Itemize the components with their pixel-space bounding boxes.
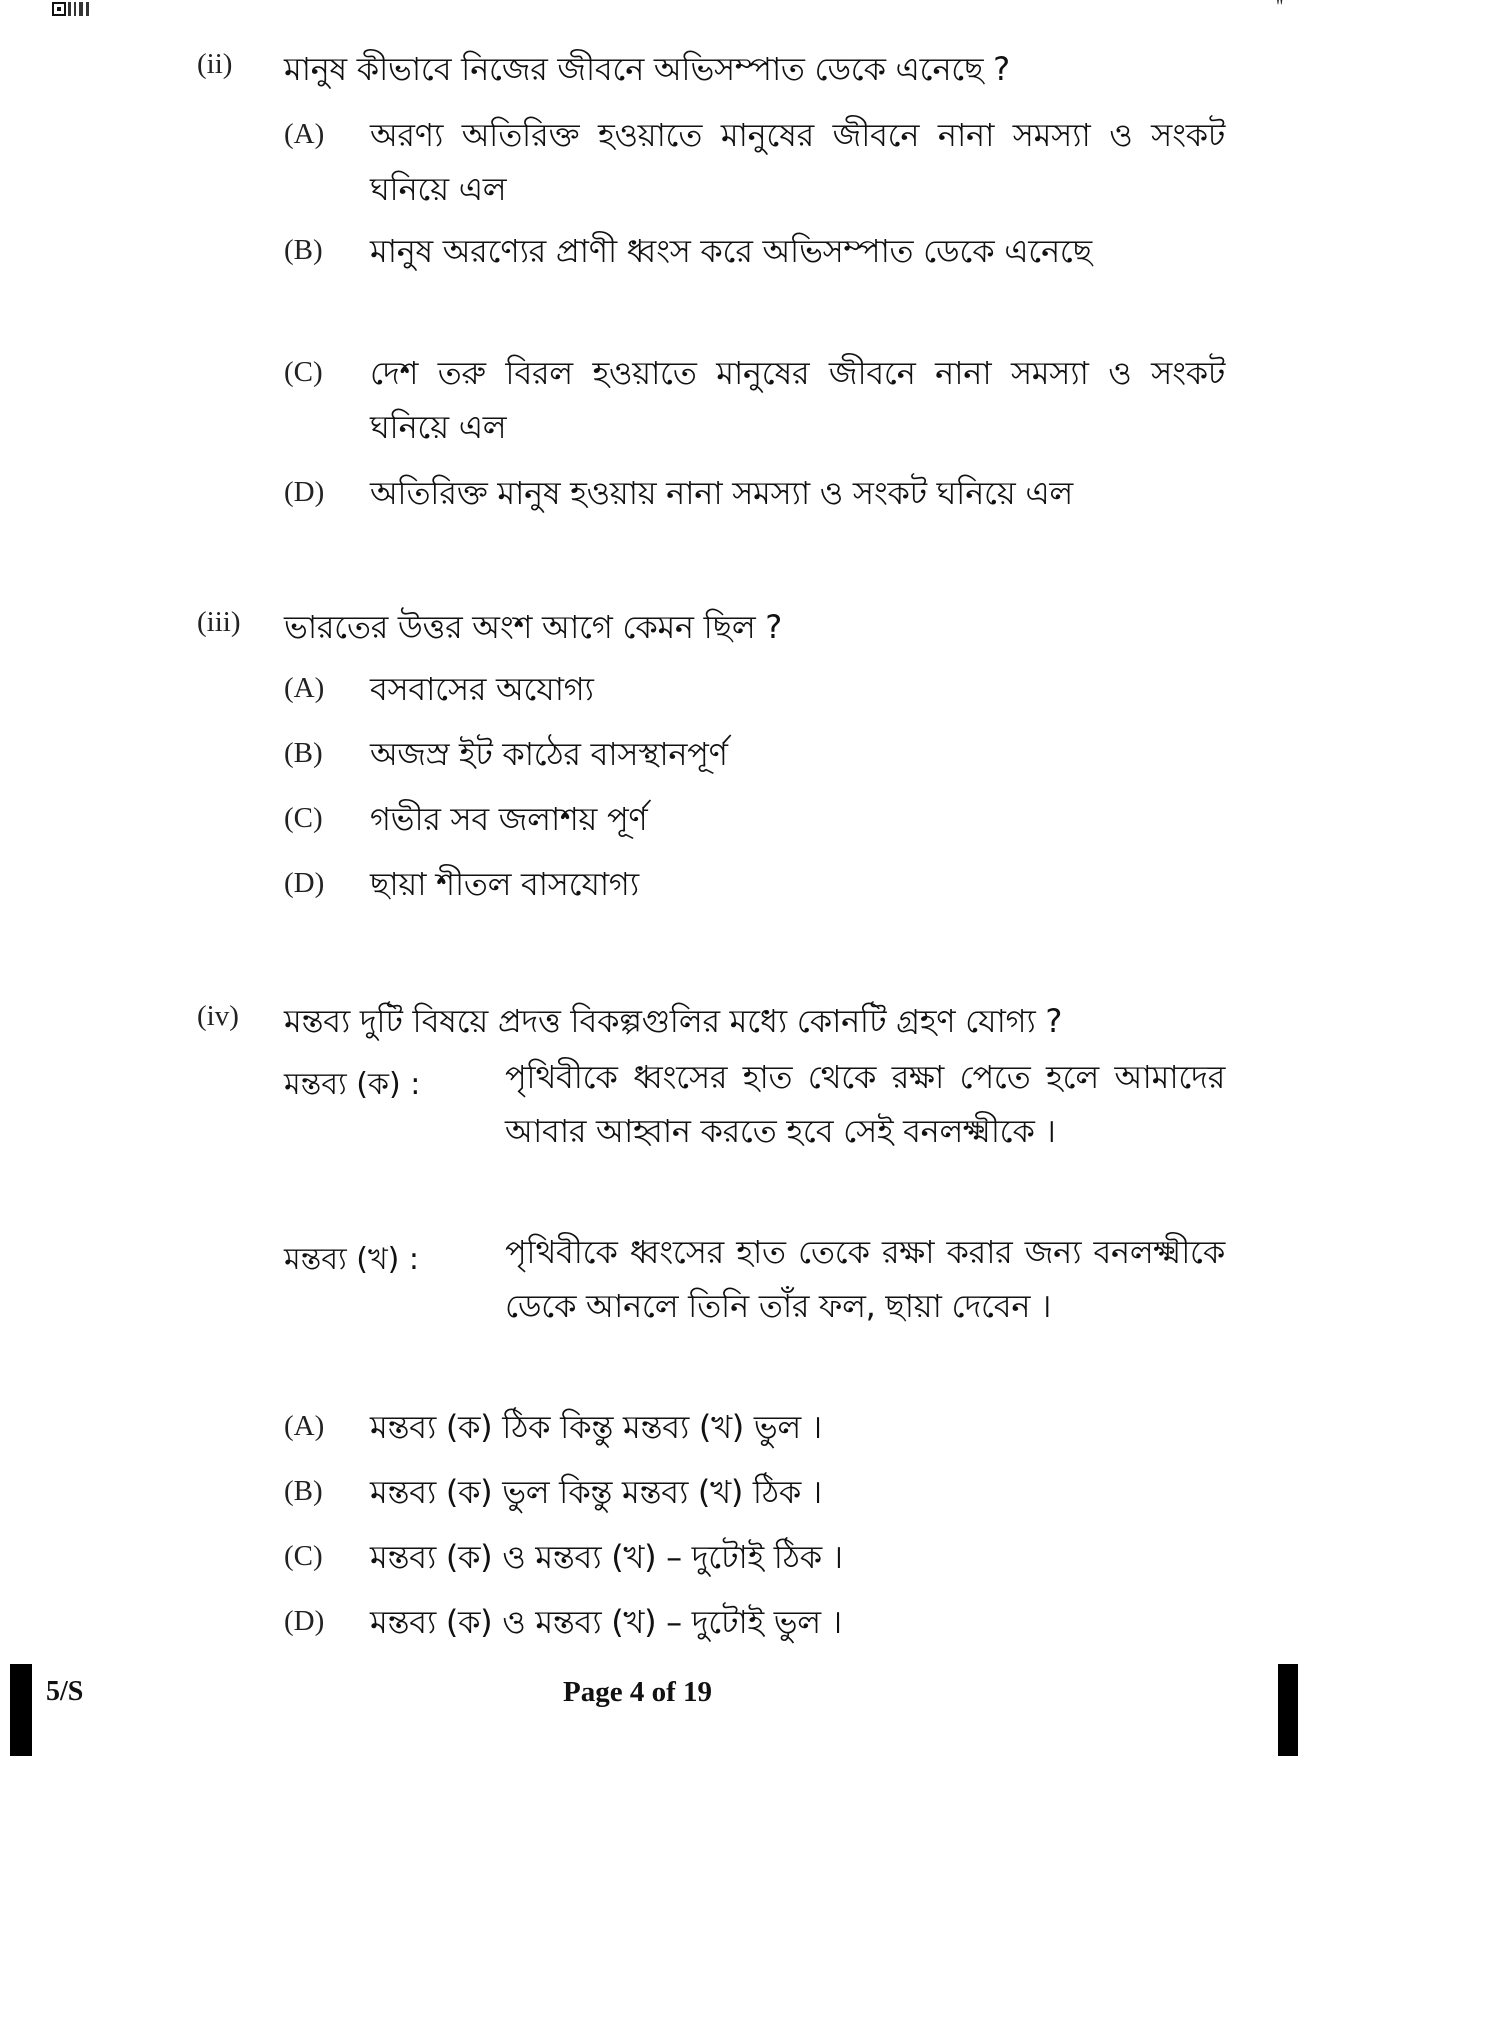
option-label: (B) [284, 1475, 323, 1507]
option-text: গভীর সব জলাশয় পূর্ণ [370, 800, 648, 838]
option-text: মানুষ অরণ্যের প্রাণী ধ্বংস করে অভিসম্পাত ডেকে এনেছে [370, 232, 1092, 270]
option-label: (B) [284, 234, 323, 266]
option-label: (C) [284, 1540, 323, 1572]
top-right-mark: " [1276, 0, 1284, 16]
option-label: (B) [284, 737, 323, 769]
option-text: ছায়া শীতল বাসযোগ্য [370, 865, 639, 903]
option-label: (C) [284, 802, 323, 834]
question-number: (iii) [197, 606, 241, 638]
qr-data-pattern [68, 2, 108, 16]
option-label: (D) [284, 1605, 325, 1637]
question-number: (iv) [197, 1000, 239, 1032]
option-text: মন্তব্য (ক) ও মন্তব্য (খ) – দুটোই ঠিক । [370, 1538, 843, 1576]
footer-bar-right [1278, 1664, 1298, 1756]
question-number: (ii) [197, 48, 233, 80]
comment-label: মন্তব্য (খ) : [284, 1242, 420, 1277]
qr-code-icon [52, 2, 108, 18]
question-text: মন্তব্য দুটি বিষয়ে প্রদত্ত বিকল্পগুলির মধ্যে কোনটি গ্রহণ যোগ্য ? [284, 1002, 1063, 1040]
option-label: (D) [284, 476, 325, 508]
option-label: (A) [284, 672, 325, 704]
comment-text: পৃথিবীকে ধ্বংসের হাত তেকে রক্ষা করার জন্য বনলক্ষ্মীকে ডেকে আনলে তিনি তাঁর ফল, ছায়া দেবেন । [505, 1233, 1225, 1325]
option-label: (A) [284, 1410, 325, 1442]
option-label: (A) [284, 118, 325, 150]
footer-bar-left [10, 1664, 32, 1756]
comment-label: মন্তব্য (ক) : [284, 1067, 421, 1102]
option-label: (D) [284, 867, 325, 899]
option-text: মন্তব্য (ক) ও মন্তব্য (খ) – দুটোই ভুল । [370, 1603, 842, 1641]
question-text: ভারতের উত্তর অংশ আগে কেমন ছিল ? [284, 608, 782, 646]
option-text: মন্তব্য (ক) ঠিক কিন্তু মন্তব্য (খ) ভুল । [370, 1408, 822, 1446]
option-text: দেশ তরু বিরল হওয়াতে মানুষের জীবনে নানা সমস্যা ও সংকট ঘনিয়ে এল [370, 354, 1225, 446]
comment-text: পৃথিবীকে ধ্বংসের হাত থেকে রক্ষা পেতে হলে আমাদের আবার আহ্বান করতে হবে সেই বনলক্ষ্মীকে । [505, 1058, 1225, 1150]
paper-code: 5/S [46, 1676, 84, 1707]
option-text: মন্তব্য (ক) ভুল কিন্তু মন্তব্য (খ) ঠিক । [370, 1473, 822, 1511]
qr-finder-pattern [52, 2, 66, 16]
option-text: বসবাসের অযোগ্য [370, 670, 594, 708]
option-label: (C) [284, 356, 323, 388]
option-text: অরণ্য অতিরিক্ত হওয়াতে মানুষের জীবনে নানা সমস্যা ও সংকট ঘনিয়ে এল [370, 116, 1225, 208]
page-number: Page 4 of 19 [563, 1676, 712, 1708]
option-text: অজস্র ইট কাঠের বাসস্থানপূর্ণ [370, 735, 728, 773]
question-text: মানুষ কীভাবে নিজের জীবনে অভিসম্পাত ডেকে এনেছে ? [284, 50, 1010, 88]
option-text: অতিরিক্ত মানুষ হওয়ায় নানা সমস্যা ও সংকট ঘনিয়ে এল [370, 474, 1073, 512]
